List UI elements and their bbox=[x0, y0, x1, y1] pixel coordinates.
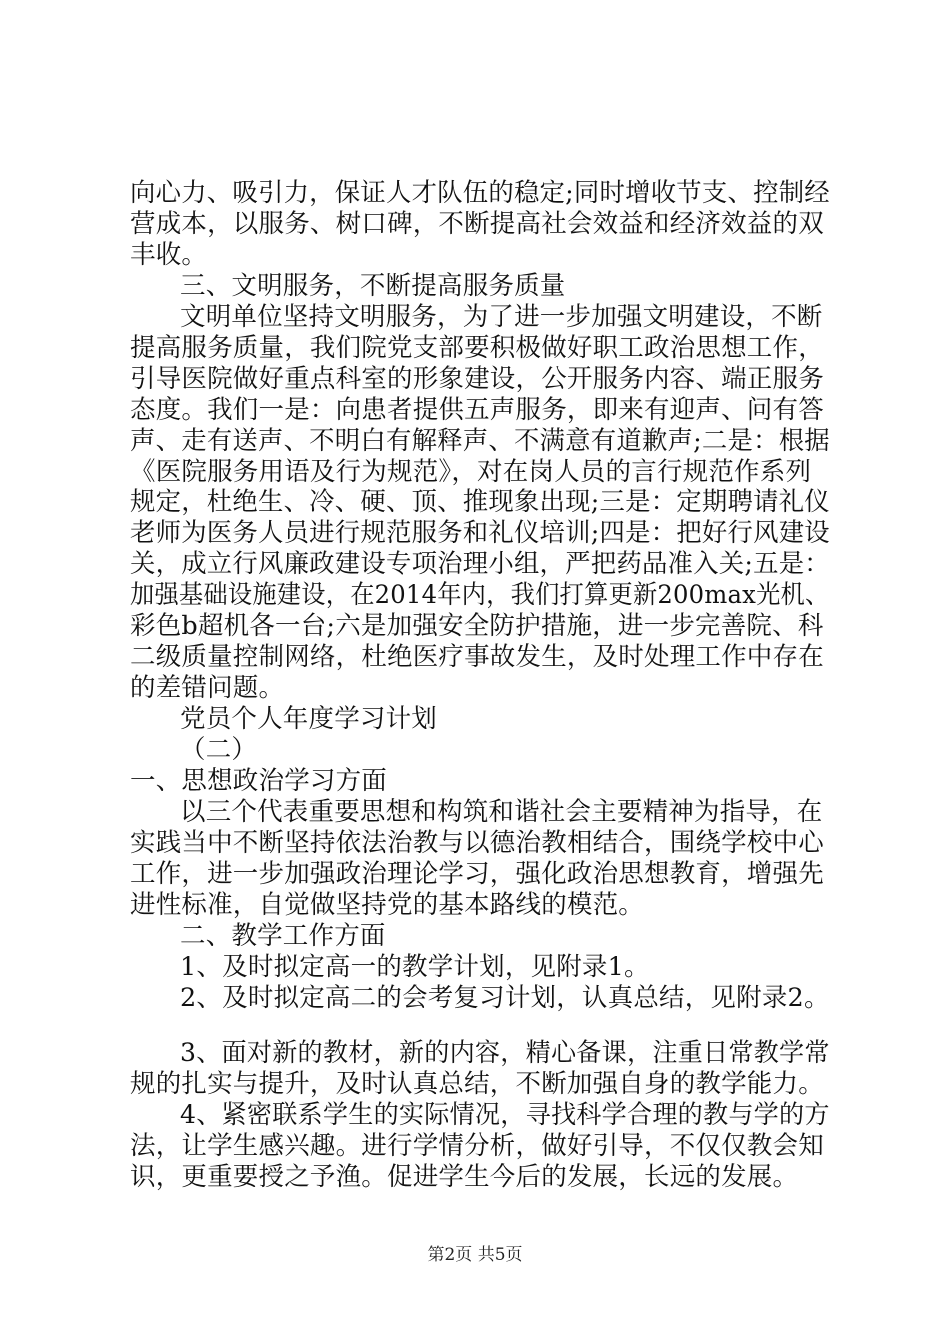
body-line: 二级质量控制网络，杜绝医疗事故发生，及时处理工作中存在 bbox=[130, 642, 824, 672]
body-line: 丰收。 bbox=[130, 240, 208, 270]
body-line: 识，更重要授之予渔。促进学生今后的发展，长远的发展。 bbox=[130, 1162, 799, 1192]
document-title: 党员个人年度学习计划 bbox=[180, 704, 438, 734]
body-line: 规的扎实与提升，及时认真总结，不断加强自身的教学能力。 bbox=[130, 1069, 824, 1099]
body-line: 进性标准，自觉做坚持党的基本路线的模范。 bbox=[130, 890, 645, 920]
body-line: 加强基础设施建设，在2014年内，我们打算更新200max光机、 bbox=[130, 580, 830, 610]
body-line: 以三个代表重要思想和构筑和谐社会主要精神为指导，在 bbox=[180, 797, 823, 827]
section-heading: 三、文明服务，不断提高服务质量 bbox=[180, 271, 566, 301]
page-footer: 第2页 共5页 bbox=[427, 1245, 523, 1265]
list-item: 2、及时拟定高二的会考复习计划，认真总结，见附录2。 bbox=[180, 983, 830, 1013]
body-line: 彩色b超机各一台;六是加强安全防护措施，进一步完善院、科 bbox=[130, 611, 824, 641]
section-heading: 二、教学工作方面 bbox=[180, 921, 386, 951]
body-line: 营成本，以服务、树口碑，不断提高社会效益和经济效益的双 bbox=[130, 209, 824, 239]
body-line: 提高服务质量，我们院党支部要积极做好职工政治思想工作， bbox=[130, 333, 824, 363]
body-line: 声、走有送声、不明白有解释声、不满意有道歉声;二是：根据 bbox=[130, 426, 830, 456]
body-line: 规定，杜绝生、冷、硬、顶、推现象出现;三是：定期聘请礼仪 bbox=[130, 487, 830, 517]
body-line: 态度。我们一是：向患者提供五声服务，即来有迎声、问有答 bbox=[130, 395, 824, 425]
body-line: 引导医院做好重点科室的形象建设，公开服务内容、端正服务 bbox=[130, 364, 824, 394]
part-number: （二） bbox=[180, 735, 258, 765]
body-line: 《医院服务用语及行为规范》，对在岗人员的言行规范作系列 bbox=[130, 457, 812, 487]
body-line: 的差错问题。 bbox=[130, 673, 285, 703]
body-line: 文明单位坚持文明服务，为了进一步加强文明建设，不断 bbox=[180, 302, 823, 332]
body-line: 法，让学生感兴趣。进行学情分析，做好引导，不仅仅教会知 bbox=[130, 1131, 824, 1161]
list-item: 3、面对新的教材，新的内容，精心备课，注重日常教学常 bbox=[180, 1038, 830, 1068]
body-line: 老师为医务人员进行规范服务和礼仪培训;四是：把好行风建设 bbox=[130, 518, 830, 548]
list-item: 4、紧密联系学生的实际情况，寻找科学合理的教与学的方 bbox=[180, 1100, 830, 1130]
body-line: 实践当中不断坚持依法治教与以德治教相结合，围绕学校中心 bbox=[130, 828, 824, 858]
section-heading: 一、思想政治学习方面 bbox=[130, 766, 388, 796]
list-item: 1、及时拟定高一的教学计划，见附录1。 bbox=[180, 952, 650, 982]
body-line: 工作，进一步加强政治理论学习，强化政治思想教育，增强先 bbox=[130, 859, 824, 889]
body-line: 向心力、吸引力，保证人才队伍的稳定;同时增收节支、控制经 bbox=[130, 178, 830, 208]
body-line: 关，成立行风廉政建设专项治理小组，严把药品准入关;五是： bbox=[130, 549, 830, 579]
